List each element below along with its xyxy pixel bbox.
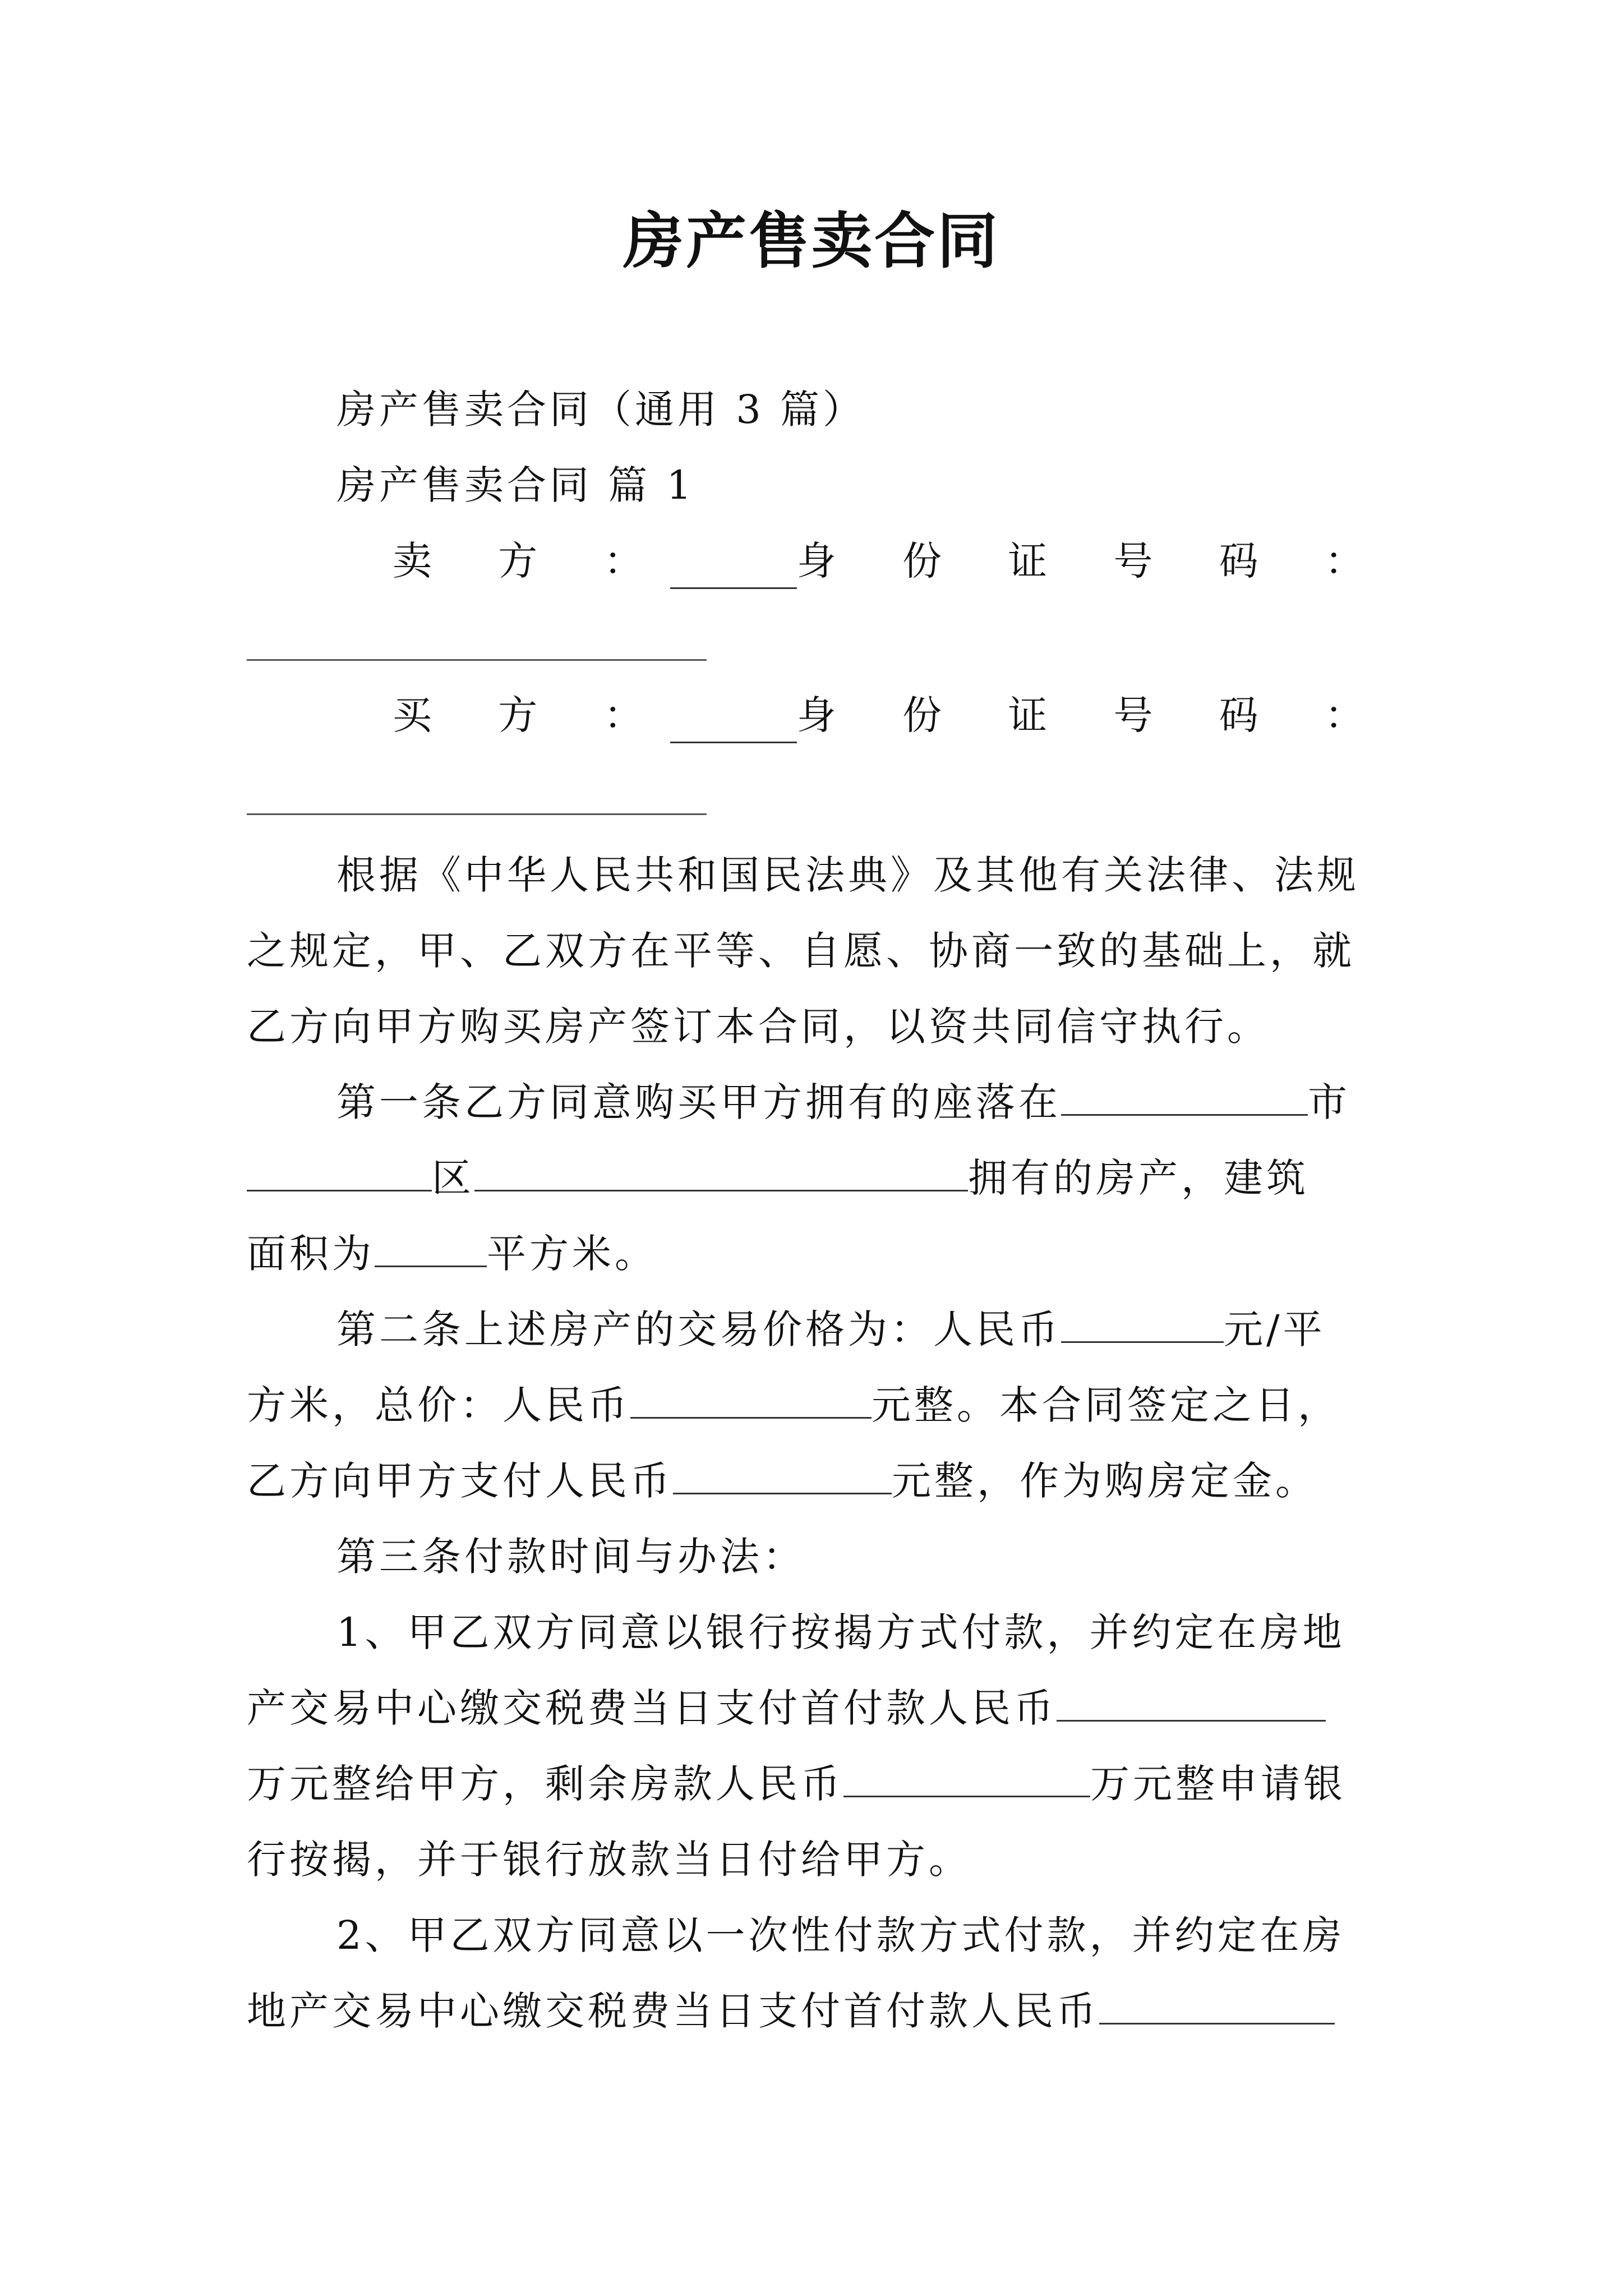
- city-blank: [1061, 1075, 1308, 1116]
- document-title: 房产售卖合同: [623, 206, 1000, 277]
- buyer-row: [247, 687, 1391, 743]
- buyer-label: 买 方 ：: [393, 692, 670, 738]
- item-1-line-1: 1、甲乙双方同意以银行按揭方式付款，并约定在房地: [336, 1609, 1345, 1655]
- buyer-id-blank: [247, 813, 707, 815]
- item-2-line-2: 地产交易中心缴交税费当日支付首付款人民币: [247, 1983, 1391, 2039]
- item-1-line-3: 万元整给甲方，剩余房款人民币 万元整申请银: [247, 1756, 1391, 1812]
- remaining-payment-blank: [843, 1756, 1090, 1797]
- item-2-line-1: 2、甲乙双方同意以一次性付款方式付款，并约定在房: [336, 1912, 1345, 1958]
- deposit-blank: [673, 1453, 892, 1494]
- lump-sum-payment-blank: [1099, 1984, 1335, 2024]
- item-1-line-2: 产交易中心缴交税费当日支付首付款人民币: [247, 1680, 1391, 1736]
- total-price-blank: [630, 1378, 872, 1419]
- preamble-line-2: 之规定，甲、乙双方在平等、自愿、协商一致的基础上，就: [247, 928, 1355, 974]
- area-blank: [375, 1226, 487, 1267]
- article-3-heading: 第三条付款时间与办法：: [336, 1534, 805, 1580]
- article-1-line-3: 面积为 平方米。: [247, 1226, 1391, 1282]
- article-2-line-1: 第二条上述房产的交易价格为：人民币 元/平: [247, 1301, 1481, 1358]
- seller-id-blank: [247, 659, 707, 661]
- article-1-line-2: 区 拥有的房产，建筑: [247, 1150, 1391, 1206]
- down-payment-blank: [1057, 1681, 1326, 1722]
- preamble-line-3: 乙方向甲方购买房产签订本合同，以资共同信守执行。: [247, 1004, 1270, 1050]
- preamble-line-1: 根据《中华人民共和国民法典》及其他有关法律、法规: [336, 852, 1359, 898]
- seller-id-label: 身 份 证 号 码 ：: [796, 538, 1391, 584]
- seller-name-blank: [670, 548, 797, 589]
- district-blank: [247, 1151, 432, 1191]
- document-subtitle: 房产售卖合同（通用 3 篇）: [336, 386, 866, 432]
- seller-label: 卖 方 ：: [393, 538, 670, 584]
- article-2-line-2: 方米，总价：人民币 元整。本合同签定之日，: [247, 1377, 1391, 1433]
- article-1-line-1: 第一条乙方同意购买甲方拥有的座落在 市: [247, 1074, 1481, 1130]
- chapter-heading: 房产售卖合同 篇 1: [336, 462, 695, 508]
- seller-row: [247, 533, 1391, 589]
- address-blank: [474, 1151, 968, 1191]
- unit-price-blank: [1061, 1302, 1224, 1343]
- article-2-line-3: 乙方向甲方支付人民币 元整，作为购房定金。: [247, 1453, 1391, 1509]
- buyer-name-blank: [670, 702, 797, 743]
- buyer-id-label: 身 份 证 号 码 ：: [796, 692, 1391, 738]
- item-1-line-4: 行按揭，并于银行放款当日付给甲方。: [247, 1837, 971, 1883]
